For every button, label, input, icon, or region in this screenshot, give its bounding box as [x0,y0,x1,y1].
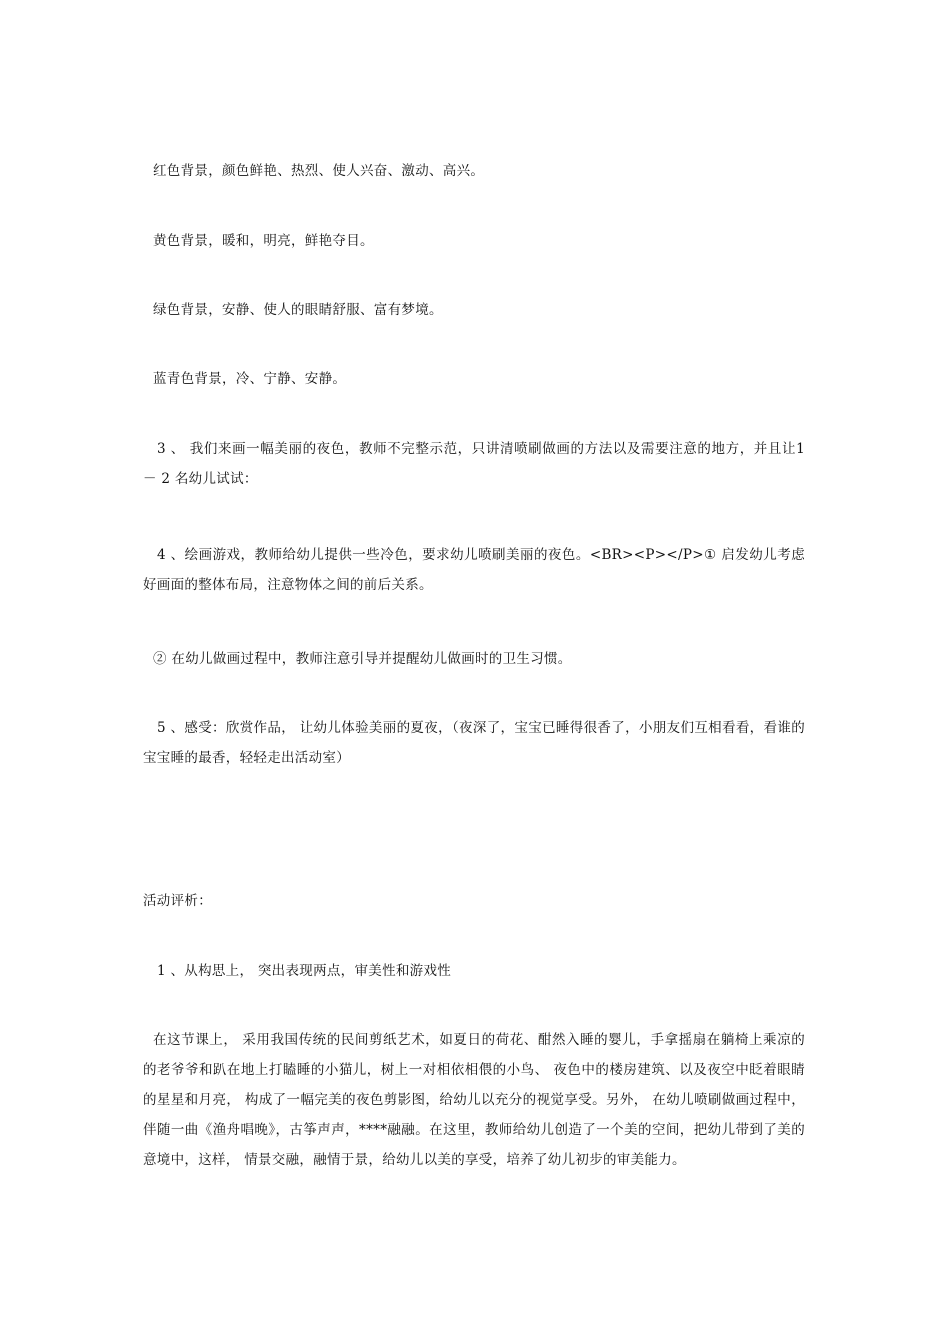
paragraph-step-5: 5 、感受：欣赏作品， 让幼儿体验美丽的夏夜，（夜深了，宝宝已睡得很香了，小朋友们互相看看，看谁的宝宝睡的最香，轻轻走出活动室） [143,720,805,766]
paragraph-yellow-background: 黄色背景，暖和，明亮，鲜艳夺目。 [153,233,374,249]
paragraph-step-3: 3 、 我们来画一幅美丽的夜色，教师不完整示范，只讲清喷刷做画的方法以及需要注意的地方，并且让1 － 2 名幼儿试试： [143,441,805,487]
paragraph-hygiene-note: ② 在幼儿做画过程中，教师注意引导并提醒幼儿做画时的卫生习惯。 [153,651,572,667]
paragraph-analysis-point-1: 1 、从构思上， 突出表现两点，审美性和游戏性 [157,963,452,979]
paragraph-analysis-body: 在这节课上， 采用我国传统的民间剪纸艺术，如夏日的荷花、酣然入睡的婴儿，手拿摇扇在躺椅上乘凉的的老爷爷和趴在地上打瞌睡的小猫儿，树上一对相依相偎的小鸟、 夜色中的楼房建筑、以及夜空中眨着眼睛的星星和月亮， 构成了一幅完美的夜色剪影图，给幼儿以充分的视觉享受。另外， 在幼儿喷刷做画过程中，伴随一曲《渔舟唱晚》，古筝声声，****融融。在这里，教师给幼儿创造了一个美的空间，把幼儿带到了美的意境中，这样， 情景交融，融情于景，给幼儿以美的享受，培养了幼儿初步的审美能力。 [143,1032,805,1168]
paragraph-blue-background: 蓝青色背景，冷、宁静、安静。 [153,371,347,387]
section-heading-activity-analysis: 活动评析： [143,893,212,909]
paragraph-green-background: 绿色背景，安静、使人的眼睛舒服、富有梦境。 [153,302,443,318]
paragraph-red-background: 红色背景，颜色鲜艳、热烈、使人兴奋、激动、高兴。 [153,163,485,179]
paragraph-step-4: 4 、绘画游戏，教师给幼儿提供一些冷色，要求幼儿喷刷美丽的夜色。<BR><P></P>① 启发幼儿考虑好画面的整体布局，注意物体之间的前后关系。 [143,547,805,593]
